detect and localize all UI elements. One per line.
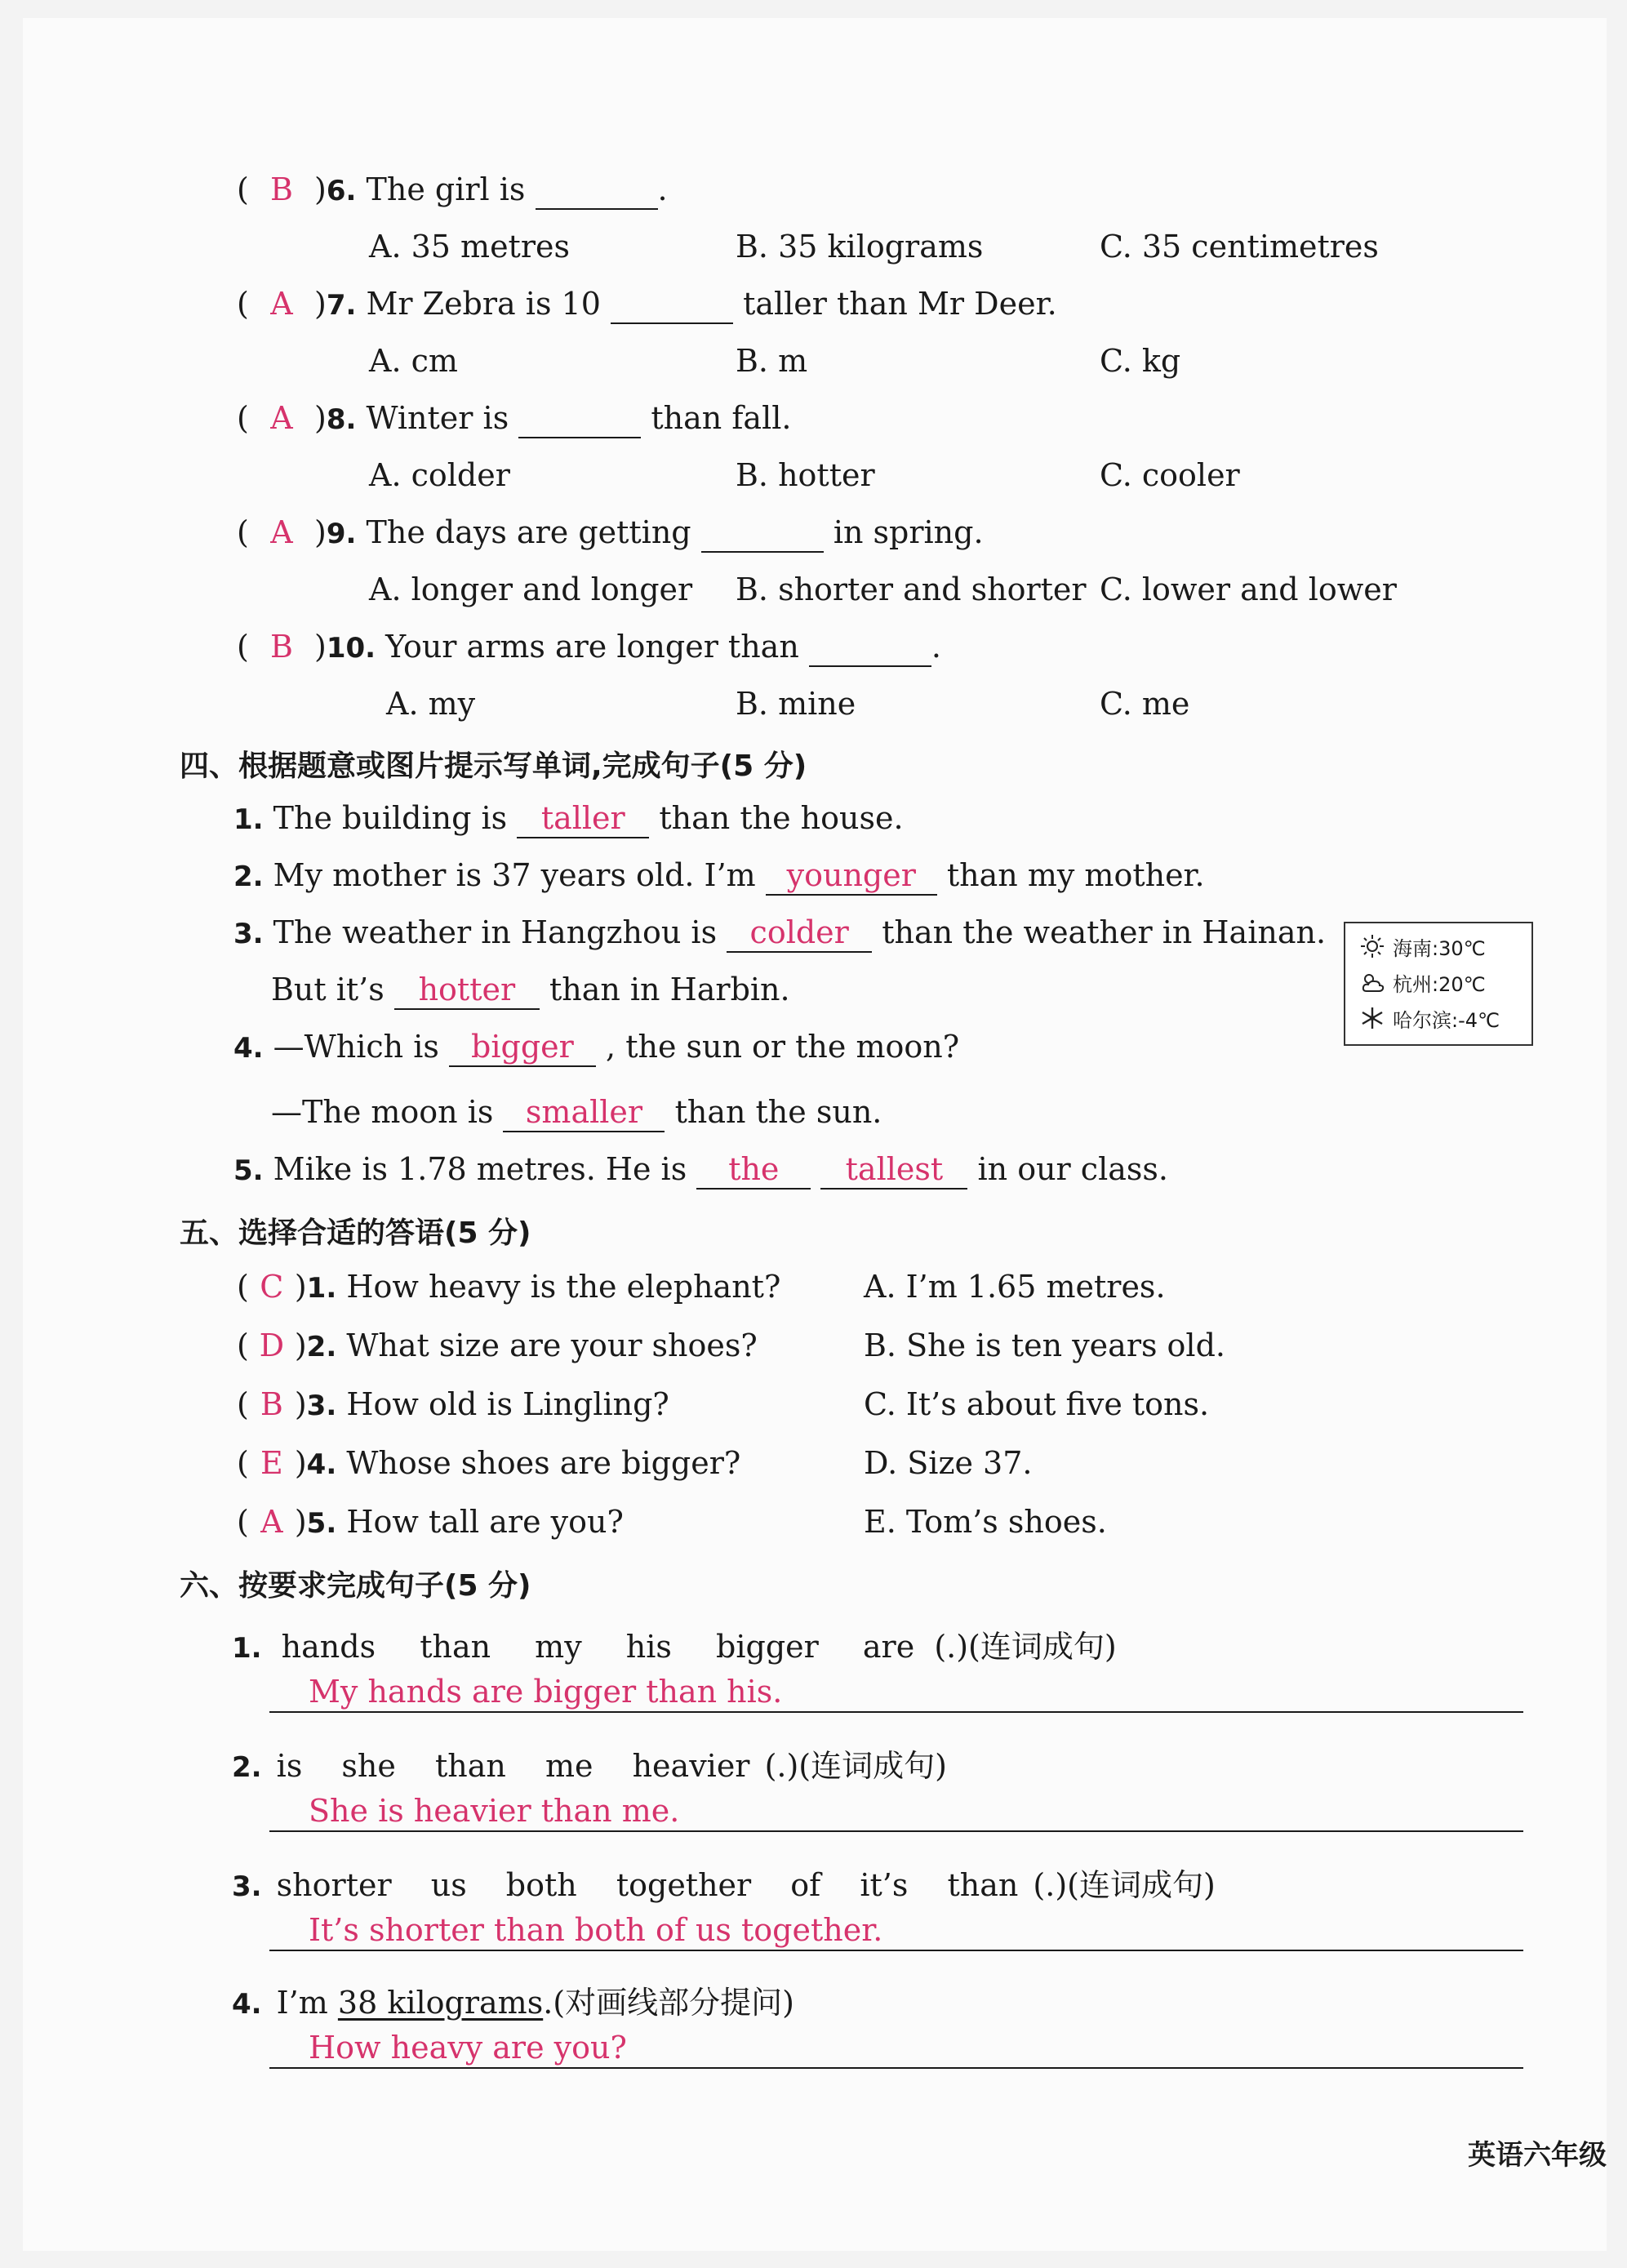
worksheet-page xyxy=(23,18,1607,2251)
match-option-b: B. She is ten years old. xyxy=(864,1327,1225,1363)
option-a: A. longer and longer xyxy=(369,571,693,607)
footer-grade-label: 英语六年级 xyxy=(1468,2139,1607,2172)
match-option-d: D. Size 37. xyxy=(864,1445,1033,1481)
answer-line[interactable]: It’s shorter than both of us together. xyxy=(269,1904,1523,1951)
mc-question-7: ( A )7. Mr Zebra is 10 taller than Mr Deer. xyxy=(237,286,1057,324)
sentence-task-1: 1. hands than my his bigger are (.)(连词成句) xyxy=(232,1629,1117,1665)
fill-question-3-line-2: But it’s hotter than in Harbin. xyxy=(271,972,790,1010)
option-c: C. me xyxy=(1100,686,1190,722)
answer-blank[interactable] xyxy=(536,172,658,210)
answer-letter: B xyxy=(269,629,293,665)
weather-row: 哈尔滨:-4℃ xyxy=(1360,1003,1500,1033)
match-option-c: C. It’s about five tons. xyxy=(864,1386,1210,1422)
option-c: C. kg xyxy=(1100,343,1181,379)
fill-question-5: 5. Mike is 1.78 metres. He is the tallest in our class. xyxy=(233,1151,1168,1190)
match-question-4: ( E )4. Whose shoes are bigger? xyxy=(237,1445,741,1481)
match-option-e: E. Tom’s shoes. xyxy=(864,1504,1107,1540)
option-b: B. hotter xyxy=(736,457,875,493)
option-b: B. 35 kilograms xyxy=(736,229,984,265)
answer-letter: B xyxy=(269,171,293,207)
answer-letter: C xyxy=(260,1269,284,1305)
answer-blank[interactable] xyxy=(701,515,824,553)
option-b: B. mine xyxy=(736,686,856,722)
section-5-heading: 五、选择合适的答语(5 分) xyxy=(180,1216,531,1250)
weather-info-box xyxy=(1344,922,1533,1046)
fill-question-4: 4. —Which is bigger , the sun or the moon? xyxy=(233,1029,959,1067)
match-option-a: A. I’m 1.65 metres. xyxy=(864,1269,1166,1305)
answer-blank[interactable]: hotter xyxy=(394,972,540,1010)
answer-blank[interactable] xyxy=(809,629,931,667)
sentence-task-2: 2. is she than me heavier (.)(连词成句) xyxy=(232,1748,947,1784)
option-a: A. 35 metres xyxy=(369,229,570,265)
match-question-1: ( C )1. How heavy is the elephant? xyxy=(237,1269,781,1305)
option-a: A. cm xyxy=(369,343,458,379)
section-4-heading: 四、根据题意或图片提示写单词,完成句子(5 分) xyxy=(180,749,807,783)
fill-question-3: 3. The weather in Hangzhou is colder than the weather in Hainan. xyxy=(233,914,1326,953)
sentence-task-3: 3. shorter us both together of it’s than (.)(连词成句) xyxy=(232,1867,1216,1903)
option-b: B. m xyxy=(736,343,808,379)
mc-question-9: ( A )9. The days are getting in spring. xyxy=(237,514,984,553)
option-a: A. colder xyxy=(369,457,510,493)
answer-blank[interactable]: tallest xyxy=(820,1152,967,1190)
weather-row: 杭州:20℃ xyxy=(1360,967,1486,997)
option-b: B. shorter and shorter xyxy=(736,571,1087,607)
answer-line[interactable]: She is heavier than me. xyxy=(269,1785,1523,1832)
option-c: C. cooler xyxy=(1100,457,1240,493)
answer-blank[interactable] xyxy=(611,287,733,324)
answer-line[interactable]: How heavy are you? xyxy=(269,2021,1523,2069)
snowflake-icon xyxy=(1360,1006,1385,1030)
answer-blank[interactable]: the xyxy=(696,1152,811,1190)
option-c: C. 35 centimetres xyxy=(1100,229,1379,265)
match-question-2: ( D )2. What size are your shoes? xyxy=(237,1327,758,1363)
answer-line[interactable]: My hands are bigger than his. xyxy=(269,1665,1523,1713)
weather-row: 海南:30℃ xyxy=(1360,932,1486,961)
section-6-heading: 六、按要求完成句子(5 分) xyxy=(180,1569,531,1603)
mc-question-8: ( A )8. Winter is than fall. xyxy=(237,400,791,438)
underlined-phrase: 38 kilograms xyxy=(337,1985,544,2021)
match-question-3: ( B )3. How old is Lingling? xyxy=(237,1386,669,1422)
cloud-sun-icon xyxy=(1360,970,1385,994)
answer-letter: B xyxy=(260,1386,283,1422)
answer-blank[interactable]: younger xyxy=(766,858,937,896)
fill-question-1: 1. The building is taller than the house. xyxy=(233,800,904,838)
match-question-5: ( A )5. How tall are you? xyxy=(237,1504,624,1540)
answer-blank[interactable]: taller xyxy=(517,801,649,838)
fill-question-4-line-2: —The moon is smaller than the sun. xyxy=(271,1094,882,1132)
answer-blank[interactable]: colder xyxy=(727,915,872,953)
answer-letter: A xyxy=(270,514,293,550)
answer-blank[interactable]: bigger xyxy=(449,1029,596,1067)
answer-letter: A xyxy=(270,400,293,436)
answer-letter: E xyxy=(260,1445,283,1481)
answer-letter: A xyxy=(270,286,293,322)
mc-question-6: ( B )6. The girl is . xyxy=(237,171,668,210)
mc-question-10: ( B )10. Your arms are longer than . xyxy=(237,629,941,667)
answer-blank[interactable] xyxy=(518,401,641,438)
sentence-task-4: 4. I’m 38 kilograms.(对画线部分提问) xyxy=(232,1985,794,2021)
sun-icon xyxy=(1360,934,1385,958)
answer-blank[interactable]: smaller xyxy=(503,1095,665,1132)
option-c: C. lower and lower xyxy=(1100,571,1397,607)
option-a: A. my xyxy=(386,686,476,722)
answer-letter: A xyxy=(260,1504,283,1540)
fill-question-2: 2. My mother is 37 years old. I’m younger than my mother. xyxy=(233,857,1205,896)
answer-letter: D xyxy=(259,1327,285,1363)
